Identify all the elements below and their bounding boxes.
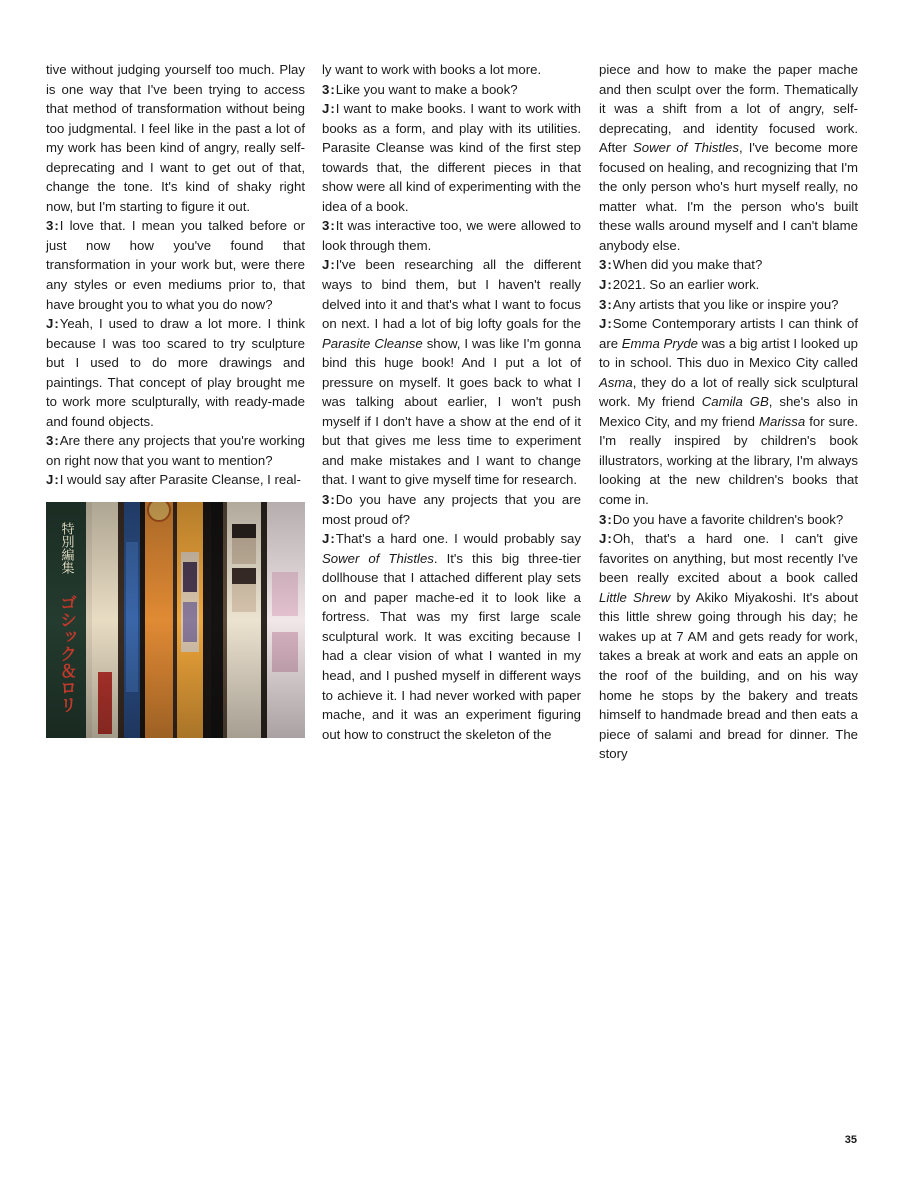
interview-paragraph bbox=[599, 529, 858, 764]
paragraph-text: Like you want to make a book? bbox=[335, 81, 518, 97]
speaker-label: J: bbox=[599, 531, 613, 547]
text-column-1 bbox=[46, 60, 305, 490]
paragraph-text: I've been researching all the different ways to bind them, but I haven't really delved into it and that's what I want to focus on next. I had a lot of big lofty goals for the bbox=[322, 257, 581, 332]
interview-paragraph bbox=[599, 510, 858, 530]
speaker-label: J: bbox=[599, 316, 613, 332]
italic-title: Parasite Cleanse bbox=[322, 335, 423, 351]
paragraph-text: , I've become more focused on healing, and recognizing that I'm the only person who's hurt myself really, no matter what. I'm the person who's built these walls around myself and I can't blame anybody else. bbox=[599, 140, 858, 253]
continued-paragraph bbox=[599, 60, 858, 255]
italic-title: Asma bbox=[599, 374, 633, 390]
speaker-label: 3: bbox=[46, 433, 60, 449]
continued-paragraph bbox=[46, 60, 305, 216]
text-column-2 bbox=[322, 60, 581, 744]
italic-title: Marissa bbox=[759, 413, 806, 429]
paragraph-text: I want to make books. I want to work with books as a form, and play with its utilities. Parasite Cleanse was kind of the first step towards that, the different pieces in that show were all kind of experimenting with the idea of a book. bbox=[322, 101, 581, 214]
italic-title: Little Shrew bbox=[599, 589, 671, 605]
interview-paragraph bbox=[46, 431, 305, 470]
speaker-label: 3: bbox=[599, 511, 613, 527]
interview-paragraph bbox=[46, 216, 305, 314]
speaker-label: J: bbox=[322, 101, 336, 117]
manga-spines-photo bbox=[46, 502, 305, 738]
italic-title: Sower of Thistles bbox=[632, 140, 739, 156]
speaker-label: J: bbox=[599, 277, 613, 293]
paragraph-text: Are there any projects that you're working on right now that you want to mention? bbox=[46, 433, 305, 468]
speaker-label: 3: bbox=[46, 218, 60, 234]
speaker-label: J: bbox=[46, 472, 60, 488]
paragraph-text: was a big artist I looked up to in school. This duo in Mexico City called bbox=[599, 335, 858, 371]
paragraph-text: That's a hard one. I would probably say bbox=[335, 531, 581, 547]
interview-paragraph bbox=[322, 529, 581, 744]
speaker-label: 3: bbox=[599, 257, 613, 273]
spine-title-small: 特別編集 bbox=[58, 522, 74, 574]
text-column-3 bbox=[599, 60, 858, 764]
speaker-label: J: bbox=[322, 257, 336, 273]
paragraph-text: . It's this big three-tier dollhouse that I attached different play sets on and paper mache-ed it to look like a fortress. That was my first large scale sculptural work. It was exciting because I had a clear vision of what I wanted in my head, and I pushed myself in different ways to achieve it. I had never worked with paper mache, and it was an experiment figuring out how to construct the skeleton of the bbox=[322, 550, 581, 742]
paragraph-text: Oh, that's a hard one. I can't give favorites on anything, but most recently I've been really excited about a book called bbox=[599, 531, 858, 586]
speaker-label: J: bbox=[46, 316, 60, 332]
paragraph-text: Yeah, I used to draw a lot more. I think because I was too scared to try sculpture but I used to do more drawings and paintings. That concept of play brought me to work more sculpturally, with ready-made and found objects. bbox=[46, 316, 305, 429]
paragraph-text: I love that. I mean you talked before or just now how you've found that transformation in your work but, were there any styles or even mediums prior to, that have brought you to what you do now? bbox=[46, 218, 305, 312]
paragraph-text: It was interactive too, we were allowed to look through them. bbox=[322, 218, 581, 253]
paragraph-text: by Akiko Miyakoshi. It's about this little shrew going through his day; he wakes up at 7 AM and gets ready for work, takes a break at work and eats an apple on the roof of the building, and on his way home he stops by the bakery and treats himself to handmade bread and then eats a piece of salami and bread for dinner. The story bbox=[599, 589, 859, 762]
paragraph-text: , she's also in Mexico City, and my friend bbox=[599, 394, 858, 429]
paragraph-text: show, I was like I'm gonna bind this huge book! And I put a lot of pressure on myself. It goes back to what I was talking about earlier, I won't push myself if I don't have a show at the end of it but that gives me less time to experiment and make mistakes and I want to change that. I want to give myself time for research. bbox=[322, 335, 581, 488]
paragraph-text: Any artists that you like or inspire you? bbox=[612, 296, 839, 312]
speaker-label: 3: bbox=[599, 296, 613, 312]
paragraph-text: Some Contemporary artists I can think of are bbox=[599, 316, 858, 351]
speaker-label: 3: bbox=[322, 218, 336, 234]
interview-paragraph bbox=[46, 470, 305, 490]
interview-paragraph bbox=[599, 275, 858, 295]
paragraph-text: , they do a lot of really sick sculptural work. My friend bbox=[599, 374, 858, 410]
paragraph-text: ly want to work with books a lot more. bbox=[322, 62, 542, 77]
spine-title-large: ゴシック＆ロリ bbox=[56, 594, 76, 713]
page-number: 35 bbox=[844, 1134, 857, 1146]
italic-title: Camila GB bbox=[701, 394, 769, 410]
interview-paragraph bbox=[599, 295, 858, 315]
paragraph-text: Do you have a favorite children's book? bbox=[612, 511, 844, 527]
paragraph-text: I would say after Parasite Cleanse, I real- bbox=[59, 472, 301, 488]
paragraph-text: When did you make that? bbox=[612, 257, 763, 273]
italic-title: Emma Pryde bbox=[621, 335, 698, 351]
paragraph-text: piece and how to make the paper mache and then sculpt over the form. Thematically it was a shift from a lot of angry, self-deprecating, and identity focused work. After bbox=[599, 62, 858, 156]
paragraph-text: 2021. So an earlier work. bbox=[612, 277, 760, 293]
interview-paragraph bbox=[599, 314, 858, 509]
interview-paragraph bbox=[46, 314, 305, 431]
paragraph-text: tive without judging yourself too much. Play is one way that I've been trying to access that method of transformation without being too judgmental. I feel like in the past a lot of my work has been kind of angry, really self-deprecating and I want to get out of that, change the tone. It's kind of shaky right now, but I'm starting to figure it out. bbox=[46, 62, 305, 214]
speaker-label: J: bbox=[322, 531, 336, 547]
continued-paragraph bbox=[322, 60, 581, 80]
interview-paragraph bbox=[322, 255, 581, 490]
speaker-label: 3: bbox=[322, 492, 336, 508]
italic-title: Sower of Thistles bbox=[322, 550, 434, 566]
interview-paragraph bbox=[322, 490, 581, 529]
interview-paragraph bbox=[599, 255, 858, 275]
interview-paragraph bbox=[322, 99, 581, 216]
interview-paragraph bbox=[322, 80, 581, 100]
interview-paragraph bbox=[322, 216, 581, 255]
paragraph-text: for sure. I'm really inspired by children's book illustrators, working at the library, I'm always looking at the new children's books that come in. bbox=[599, 413, 858, 508]
speaker-label: 3: bbox=[322, 81, 336, 97]
paragraph-text: Do you have any projects that you are most proud of? bbox=[322, 492, 581, 527]
